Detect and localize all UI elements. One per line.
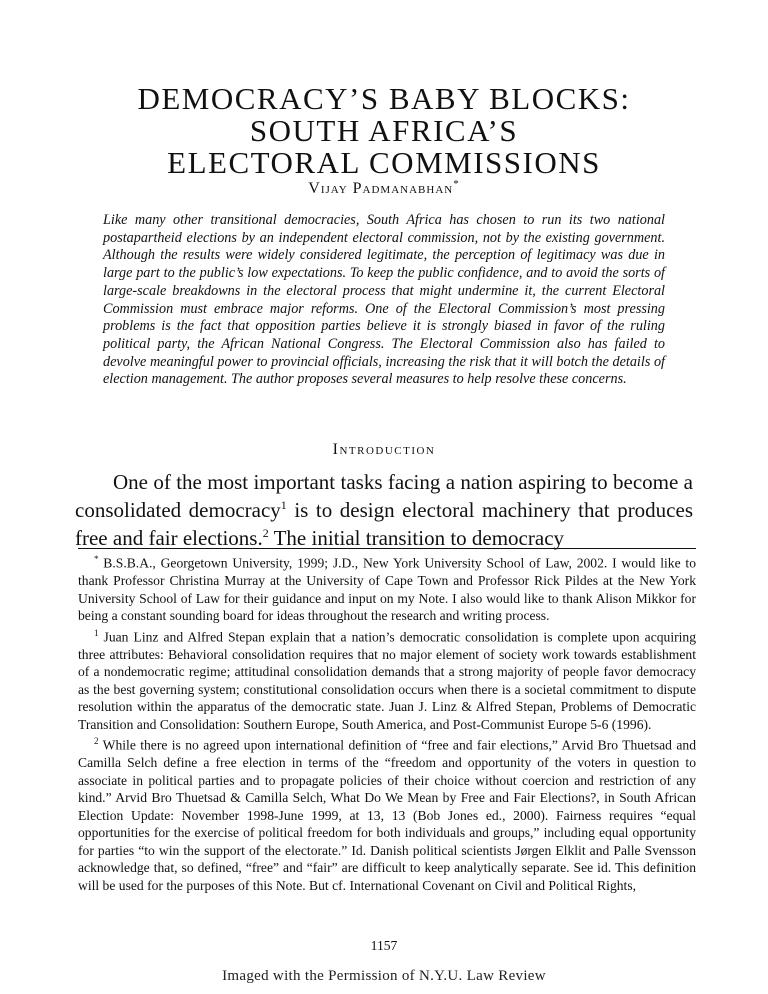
author-footnote-mark: * <box>453 178 460 190</box>
footnote-2-text: While there is no agreed upon international definition of “free and fair elections,” Arvid Bro Thuetsad and Camilla Selch define a free election in terms of the “freedom and opportunity of the voters in question to associate in political parties and to propagate policies of their choice without coercion and restriction of any kind.” Arvid Bro Thuetsad & Camilla Selch, What Do We Mean by Free and Fair Elections?, in South African Election Update: November 1998-June 1999, at 13, 13 (Bob Jones ed., 2000). Fairness requires “equal opportunities for the exercise of political freedom for both individuals and groups,” including equal opportunity for parties “to win the support of the electorate.” Id. Danish political scientists Jørgen Elklit and Palle Svensson acknowledge that, so defined, “free” and “fair” are difficult to keep analytically separate. See id. This definition will be used for the purposes of this Note. But cf. International Covenant on Civil and Political Rights, <box>78 737 696 893</box>
footnote-ref-2: 2 <box>262 526 269 540</box>
article-title-line-3: ELECTORAL COMMISSIONS <box>167 145 601 180</box>
abstract: Like many other transitional democracies, South Africa has chosen to run its two national postapartheid elections by an independent electoral commission, not by the existing government. Although the results were widely considered legitimate, the perception of legitimacy was due in large part to the public’s low expectations. To keep the public confidence, and to avoid the sorts of large-scale breakdowns in the electoral process that might undermine it, the current Electoral Commission must embrace major reforms. One of the Electoral Commission’s most pressing problems is the fact that opposition parties believe it is strongly biased in favor of the ruling political party, the African National Congress. The Electoral Commission also has failed to devolve meaningful power to provincial officials, increasing the risk that it will botch the details of election management. The author proposes several measures to help resolve these concerns. <box>103 212 665 388</box>
page-number: 1157 <box>370 938 398 953</box>
footnote-1-text: Juan Linz and Alfred Stepan explain that a nation’s democratic consolidation is complete upon acquiring three attributes: Behavioral consolidation requires that no major element of society work towards establishment of a nondemocratic regime; attitudinal consolidation demands that a strong majority of people favor democracy as the best governing system; constitutional consolidation occurs when there is a societal commitment to dispute resolution within the apparatus of the democratic state. Juan J. Linz & Alfred Stepan, Problems of Democratic Transition and Consolidation: Southern Europe, South America, and Post-Communist Europe 5-6 (1996). <box>78 629 696 732</box>
article-title-line-2: SOUTH AFRICA’S <box>249 113 519 148</box>
footnote-author-text: B.S.B.A., Georgetown University, 1999; J.D., New York University School of Law, 2002. I would like to thank Professor Christina Murray at the University of Cape Town and Professor Rick Pildes at the New York University School of Law for their guidance and input on my Note. I also would like to thank Alison Mikkor for being a constant sounding board for ideas throughout the research and writing process. <box>78 555 696 624</box>
footnote-2 <box>78 733 696 894</box>
body-text-part-1: One of the most important tasks facing a nation aspiring to become a consolidated democracy <box>75 470 693 522</box>
footnote-1 <box>78 625 696 734</box>
body-text-part-3: The initial transition to democracy <box>268 526 565 550</box>
footnote-author-mark: * <box>94 554 99 564</box>
permission-notice: Imaged with the Permission of N.Y.U. Law Review <box>222 968 546 984</box>
footnote-1-mark: 1 <box>94 627 99 638</box>
footnote-divider <box>78 548 696 549</box>
author-byline <box>0 180 768 198</box>
footnote-author <box>78 551 696 625</box>
body-paragraph <box>75 468 693 552</box>
footnote-ref-1: 1 <box>280 498 287 512</box>
author-name: Vijay Padmanabhan <box>308 180 454 197</box>
body-text-part-2: is to design electoral machinery that produces free and fair elections. <box>75 498 693 550</box>
section-heading: Introduction <box>332 441 436 458</box>
footnote-2-mark: 2 <box>94 736 99 747</box>
article-title-line-1: DEMOCRACY’S BABY BLOCKS: <box>137 81 631 116</box>
footnotes <box>78 551 696 894</box>
